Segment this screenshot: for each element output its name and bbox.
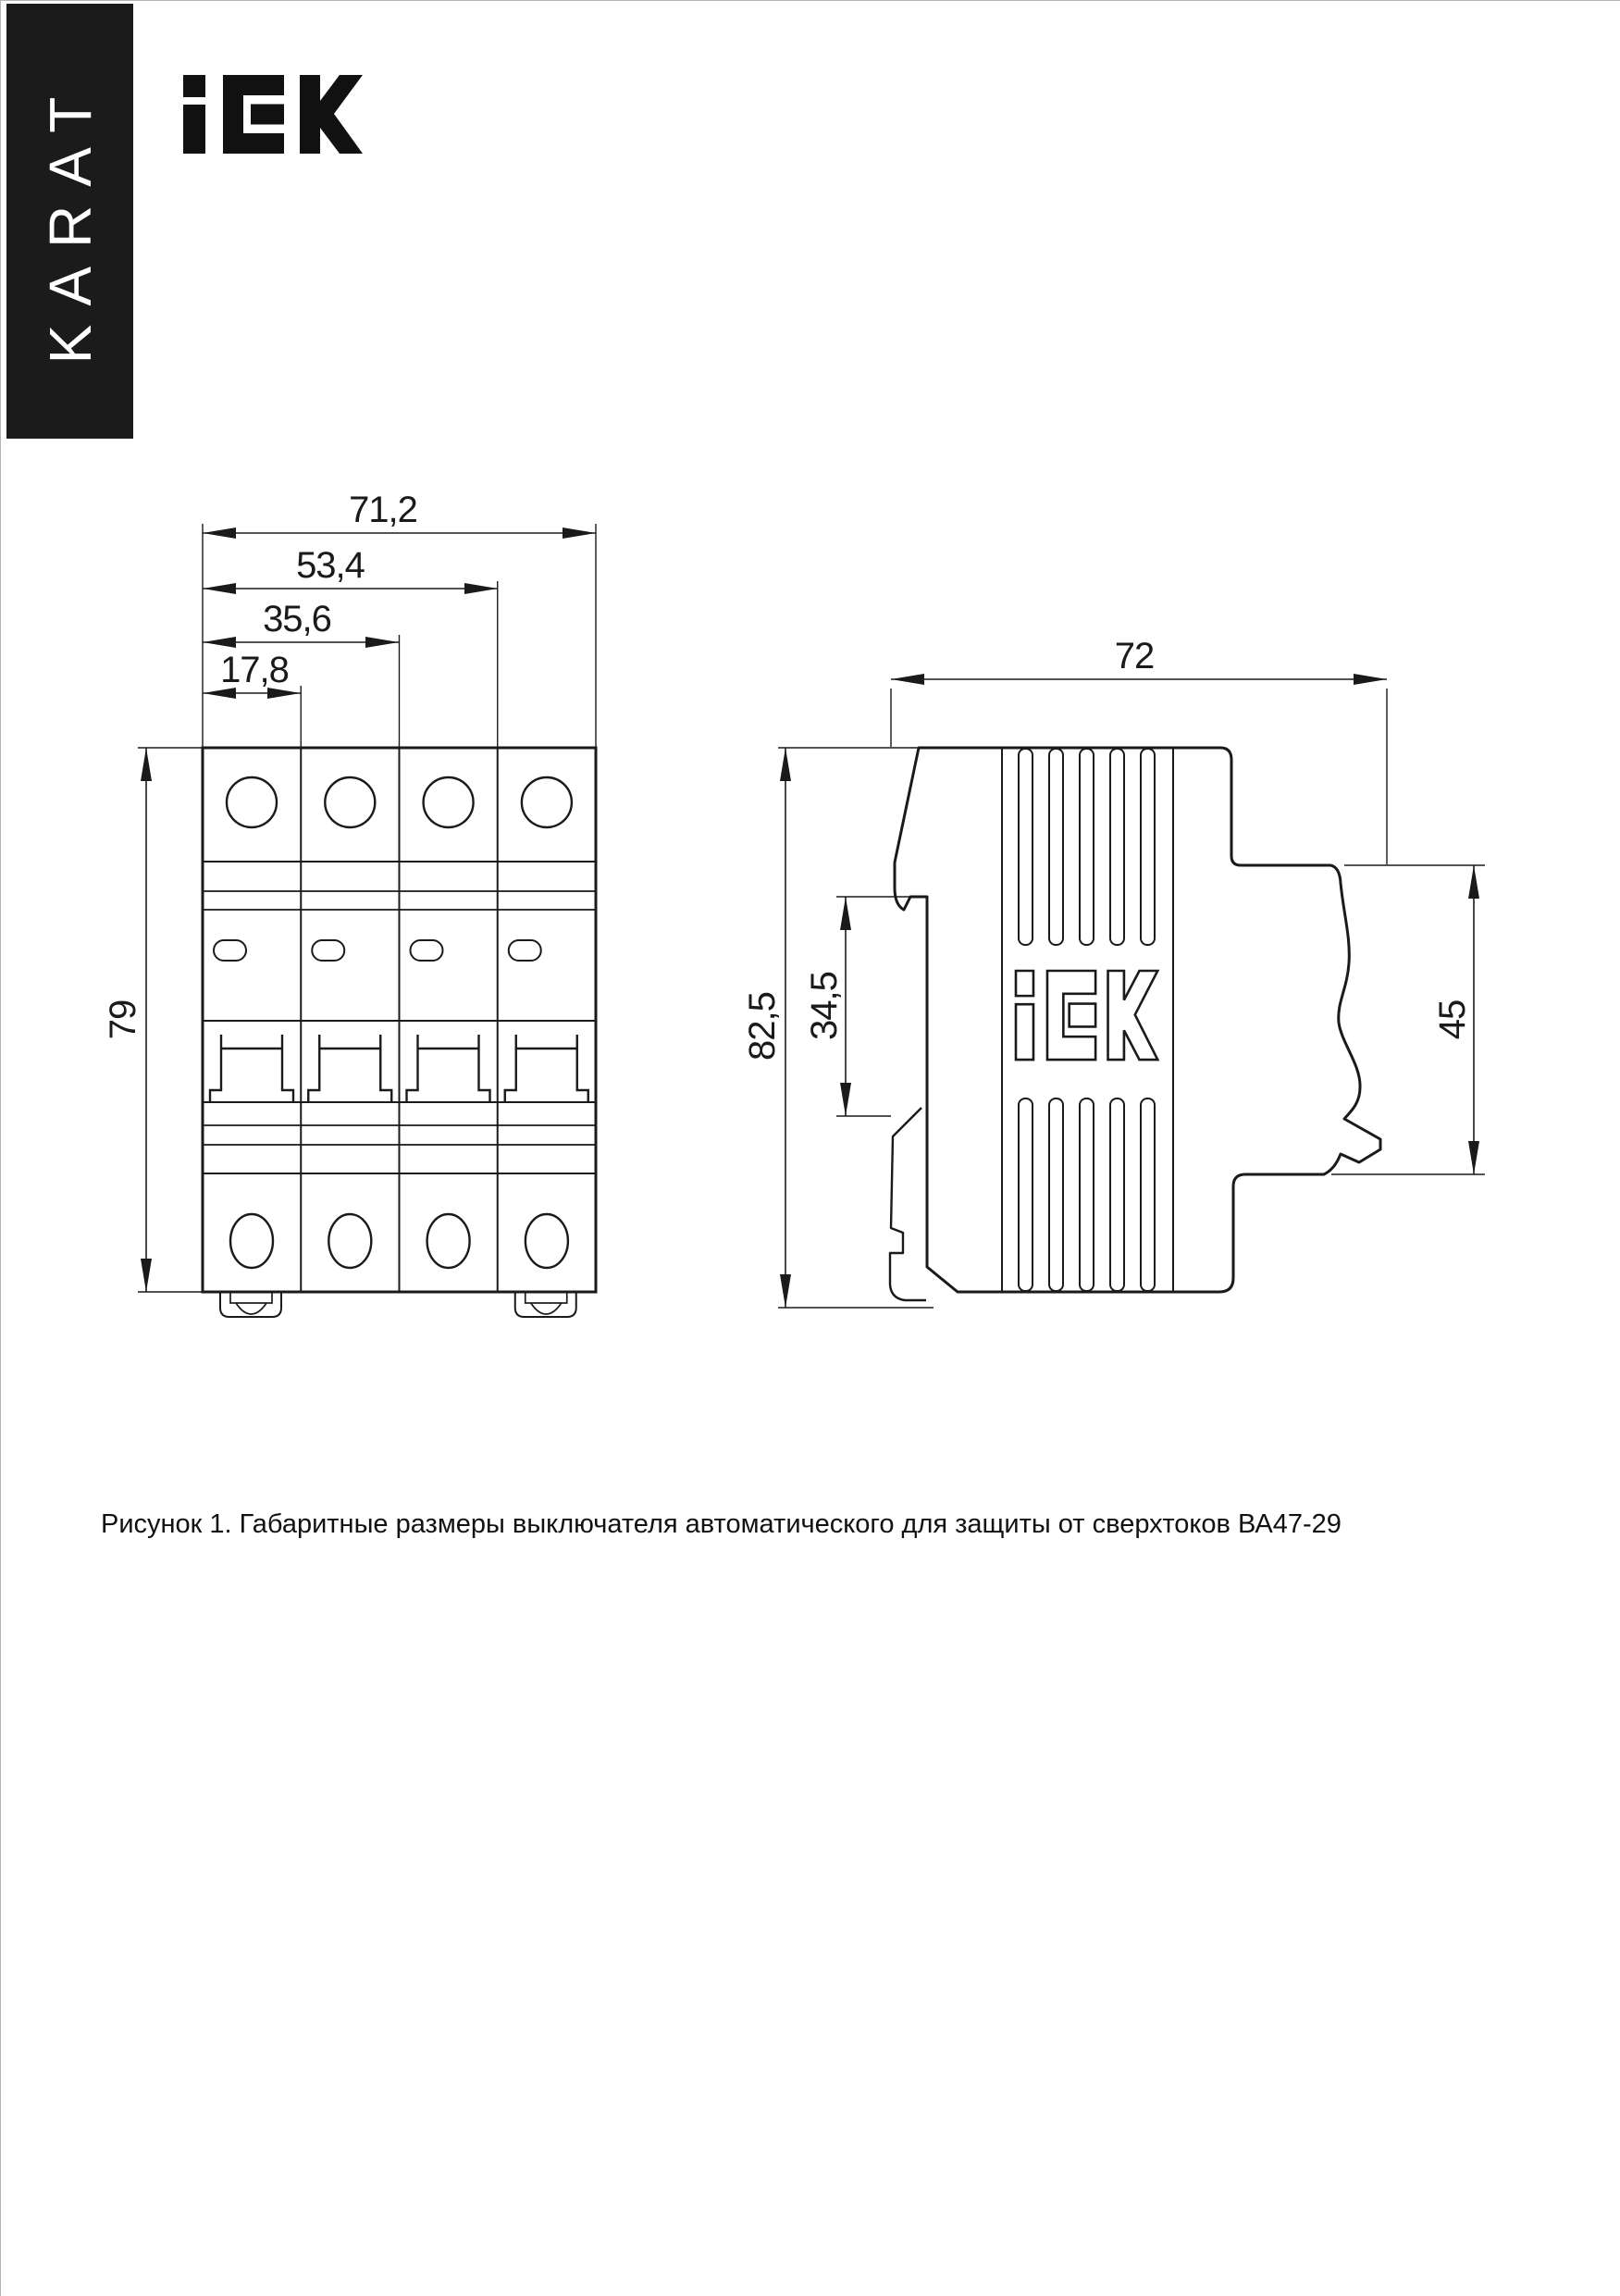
- dim-label-front-panel-height: 45: [1432, 999, 1473, 1040]
- dim-label-rail-channel: 34,5: [804, 972, 845, 1040]
- vent-slots-top: [1019, 749, 1155, 945]
- iek-logo: [183, 75, 363, 154]
- din-clip-side: [890, 1108, 926, 1300]
- dim-label-depth: 72: [1114, 636, 1155, 676]
- dim-label-three-module-width: 53,4: [296, 545, 365, 586]
- dim-label-overall-width: 71,2: [349, 490, 417, 530]
- marking-windows: [214, 940, 541, 961]
- dim-label-two-module-width: 35,6: [263, 599, 331, 639]
- dim-label-module-width: 17,8: [220, 650, 289, 690]
- front-view-drawing: [103, 490, 596, 1317]
- dim-label-side-height: 82,5: [742, 992, 783, 1061]
- din-clips-front: [220, 1292, 576, 1317]
- technical-drawing-canvas: [1, 1, 1620, 2296]
- iek-logo-embossed: [1016, 971, 1157, 1060]
- side-view-drawing: [742, 636, 1485, 1308]
- karat-banner-label: KARAT: [36, 78, 104, 365]
- vent-slots-bottom: [1019, 1098, 1155, 1291]
- figure-caption: Рисунок 1. Габаритные размеры выключателя автоматического для защиты от сверхтоков ВА47-29: [101, 1509, 1342, 1539]
- dim-label-front-height: 79: [103, 999, 143, 1040]
